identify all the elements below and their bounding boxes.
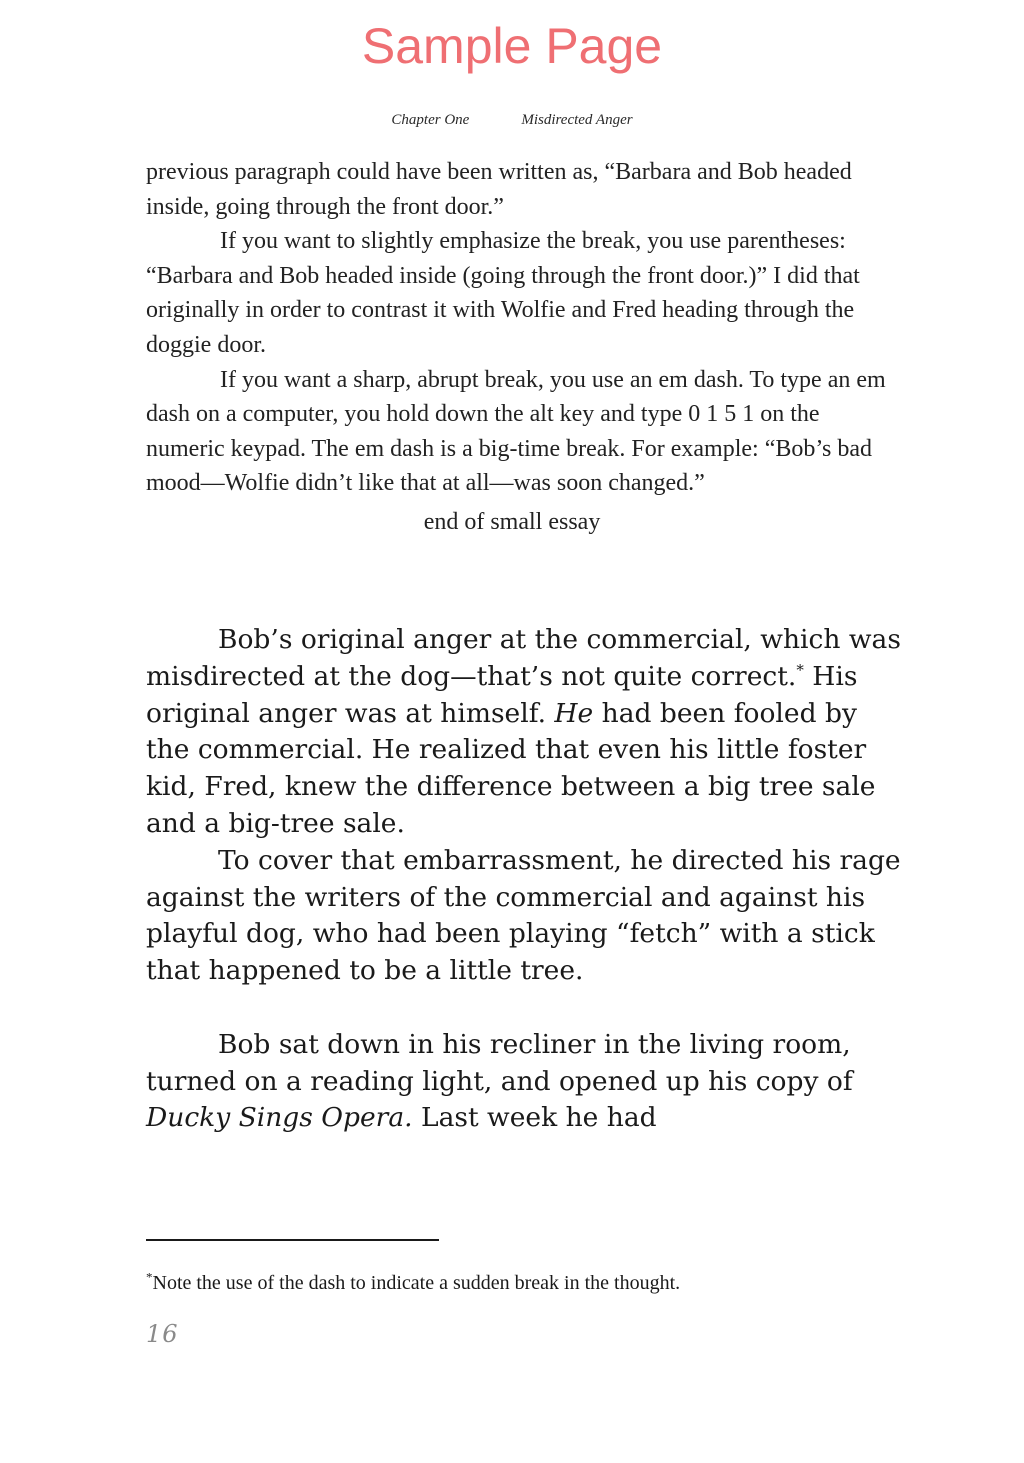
- book-title: Ducky Sings Opera.: [146, 1102, 413, 1134]
- footnote-mark: *: [146, 1269, 153, 1285]
- running-head-title: Misdirected Anger: [521, 112, 633, 128]
- story-paragraph-3-part-b: Last week he had: [412, 1102, 657, 1134]
- footnote-divider: [146, 1239, 439, 1241]
- essay-paragraph-3: If you want a sharp, abrupt break, you use an em dash. To type an em dash on a computer, you hold down the alt key and type 0 1 5 1 on the numeric keypad. The em dash is a big-time break. For example: “Bob’s bad mood—Wolfie didn’t like that at all—was soon changed.”: [146, 366, 886, 497]
- story-paragraph-3: [146, 1027, 906, 1137]
- page-number: 16: [146, 1320, 179, 1348]
- footnote: [146, 1269, 906, 1297]
- story-paragraph-1-part-c: had been fooled by the commercial. He realized that even his little foster kid, Fred, knew the difference between a big tree sale and a big-tree sale.: [146, 697, 876, 839]
- story-paragraph-2: To cover that embarrassment, he directed his rage against the writers of the commercial and against his playful dog, who had been playing “fetch” with a stick that happened to be a little tree.: [146, 844, 901, 987]
- story-paragraph-1-part-b: His original anger was at himself.: [146, 660, 858, 729]
- essay-paragraph-2: If you want to slightly emphasize the break, you use parentheses: “Barbara and Bob headed inside (going through the front door.)” I did that originally in order to contrast it with Wolfie and Fred heading through the doggie door.: [146, 228, 860, 358]
- emphasis-he: He: [554, 697, 594, 729]
- story-paragraph-1-part-a: Bob’s original anger at the commercial, which was misdirected at the dog—that’s not quite correct.: [146, 624, 901, 692]
- footnote-reference-mark: *: [796, 660, 804, 679]
- story-body: [146, 622, 906, 1137]
- essay-paragraph-1: previous paragraph could have been written as, “Barbara and Bob headed inside, going through the front door.”: [146, 159, 852, 220]
- story-paragraph-3-part-a: Bob sat down in his recliner in the living room, turned on a reading light, and opened up his copy of: [146, 1028, 853, 1097]
- sample-page-watermark: Sample Page: [361, 18, 663, 74]
- story-paragraph-1: [146, 622, 906, 843]
- footnote-text: Note the use of the dash to indicate a sudden break in the thought.: [152, 1272, 681, 1294]
- running-head: [0, 110, 1024, 130]
- essay-end-marker: end of small essay: [423, 508, 601, 535]
- small-essay: [146, 155, 886, 540]
- running-head-chapter: Chapter One: [391, 112, 470, 128]
